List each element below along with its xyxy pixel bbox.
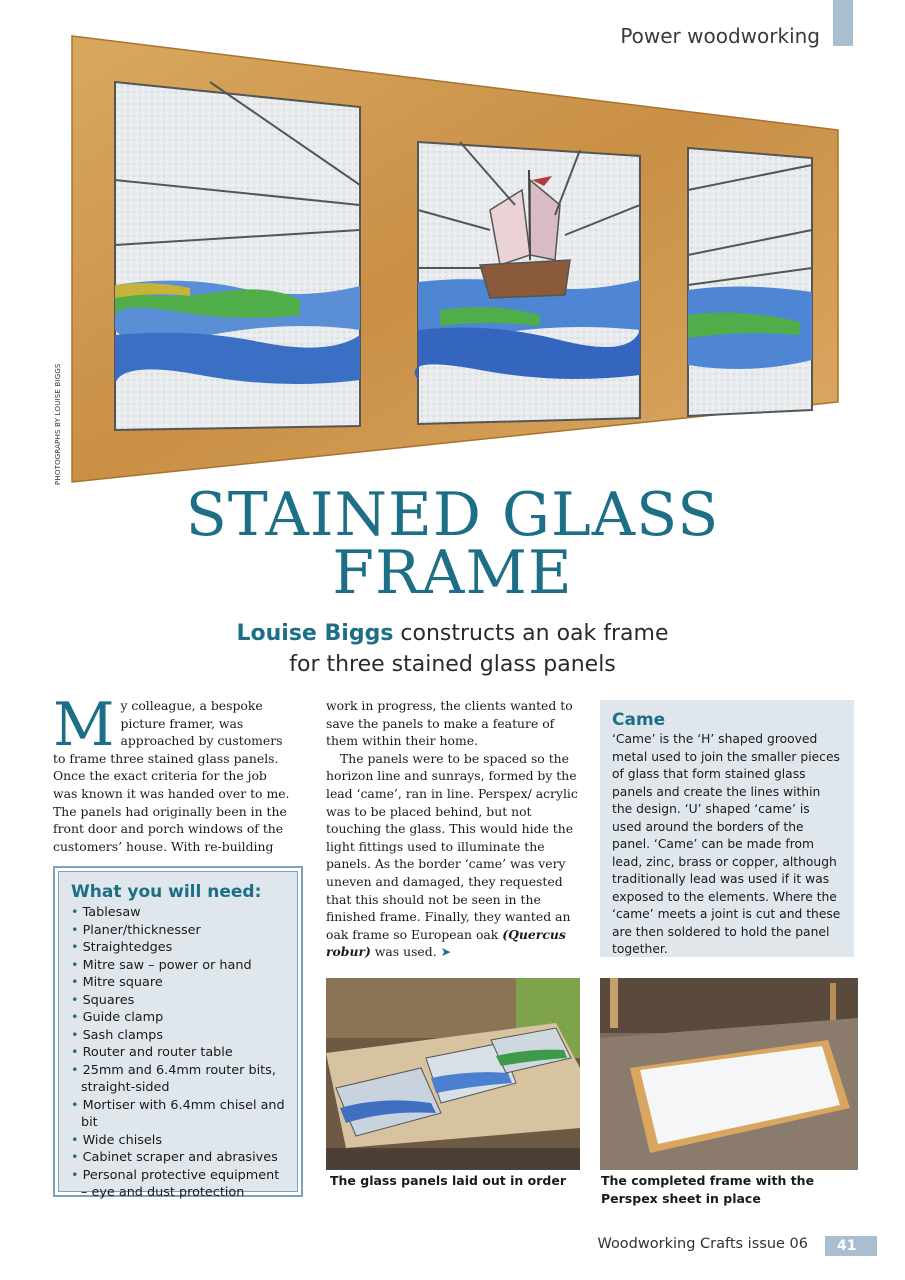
- list-item: • Planer/thicknesser: [71, 922, 287, 940]
- list-item: • 25mm and 6.4mm router bits, straight-sided: [71, 1062, 287, 1097]
- body-column-1: [53, 690, 293, 855]
- list-item: • Cabinet scraper and abrasives: [71, 1149, 287, 1167]
- col2-paragraph-1: work in progress, the clients wanted to save the panels to make a feature of them within their home.: [326, 698, 573, 749]
- photo2-caption: The completed frame with the Perspex sheet in place: [601, 1173, 815, 1206]
- list-item: • Mortiser with 6.4mm chisel and bit: [71, 1097, 287, 1132]
- list-item: • Guide clamp: [71, 1009, 287, 1027]
- col1-text: y colleague, a bespoke picture framer, was approached by customers to frame three stained glass panels. Once the exact criteria for the job was known it was handed over to me. The panels had originally been in the front door and porch windows of the customers’ house. With re-building: [53, 698, 290, 854]
- standfirst-line-2: for three stained glass panels: [289, 652, 616, 677]
- title-line-1: STAINED GLASS: [185, 480, 720, 550]
- standfirst-text: constructs an oak frame: [393, 621, 669, 646]
- came-sidebar: [600, 700, 854, 957]
- article-title: [0, 480, 905, 608]
- photo1-caption: The glass panels laid out in order: [330, 1173, 566, 1188]
- glass-panels-photo: [326, 978, 580, 1170]
- body-column-2: [326, 697, 581, 961]
- col2-paragraph-2: The panels were to be spaced so the horizon line and sunrays, formed by the lead ‘came’, ran in line. Perspex/ acrylic was to be placed behind, but not touching the glass. This would hide the light fittings used to illuminate the panels. As the border ‘came’ was very uneven and damaged, they requested that this should not be seen in the finished frame. Finally, they wanted an oak frame so European oak (Quercus robur) was used. ➤: [326, 750, 578, 960]
- list-item: • Sash clamps: [71, 1027, 287, 1045]
- list-item: • Mitre saw – power or hand: [71, 957, 287, 975]
- section-label: Power woodworking: [620, 24, 820, 48]
- author-name: Louise Biggs: [236, 621, 394, 646]
- list-item: • Straightedges: [71, 939, 287, 957]
- completed-frame-photo: [600, 978, 858, 1170]
- needs-heading: What you will need:: [71, 882, 262, 902]
- list-item: • Mitre square: [71, 974, 287, 992]
- photo-credit: PHOTOGRAPHS BY LOUISE BIGGS: [54, 363, 62, 485]
- list-item: • Tablesaw: [71, 904, 287, 922]
- list-item: • Router and router table: [71, 1044, 287, 1062]
- title-line-2: FRAME: [332, 538, 573, 608]
- needs-list: [71, 904, 287, 1202]
- hero-stained-glass-frame-image: [60, 30, 850, 490]
- list-item: • Squares: [71, 992, 287, 1010]
- footer-magazine: Woodworking Crafts issue 06: [597, 1236, 808, 1252]
- came-text: ‘Came’ is the ‘H’ shaped grooved metal used to join the smaller pieces of glass that form stained glass panels and create the lines within the design. ‘U’ shaped ‘came’ is used around the borders of the panel. ‘Came’ can be made from lead, zinc, brass or copper, although traditionally lead was used if it was exposed to the elements. Where the ‘came’ meets a joint is cut and these are then soldered to hold the panel together.: [612, 732, 841, 956]
- page-number: 41: [825, 1236, 877, 1256]
- latin-name: (Quercus robur): [326, 926, 566, 960]
- list-item: • Personal protective equipment – eye and dust protection: [71, 1167, 287, 1202]
- drop-cap: M: [53, 690, 115, 760]
- continue-arrow-icon: ➤: [440, 944, 451, 960]
- list-item: • Wide chisels: [71, 1132, 287, 1150]
- standfirst: [0, 618, 905, 680]
- came-heading: Came: [612, 710, 666, 730]
- what-you-will-need-box: [53, 866, 303, 1200]
